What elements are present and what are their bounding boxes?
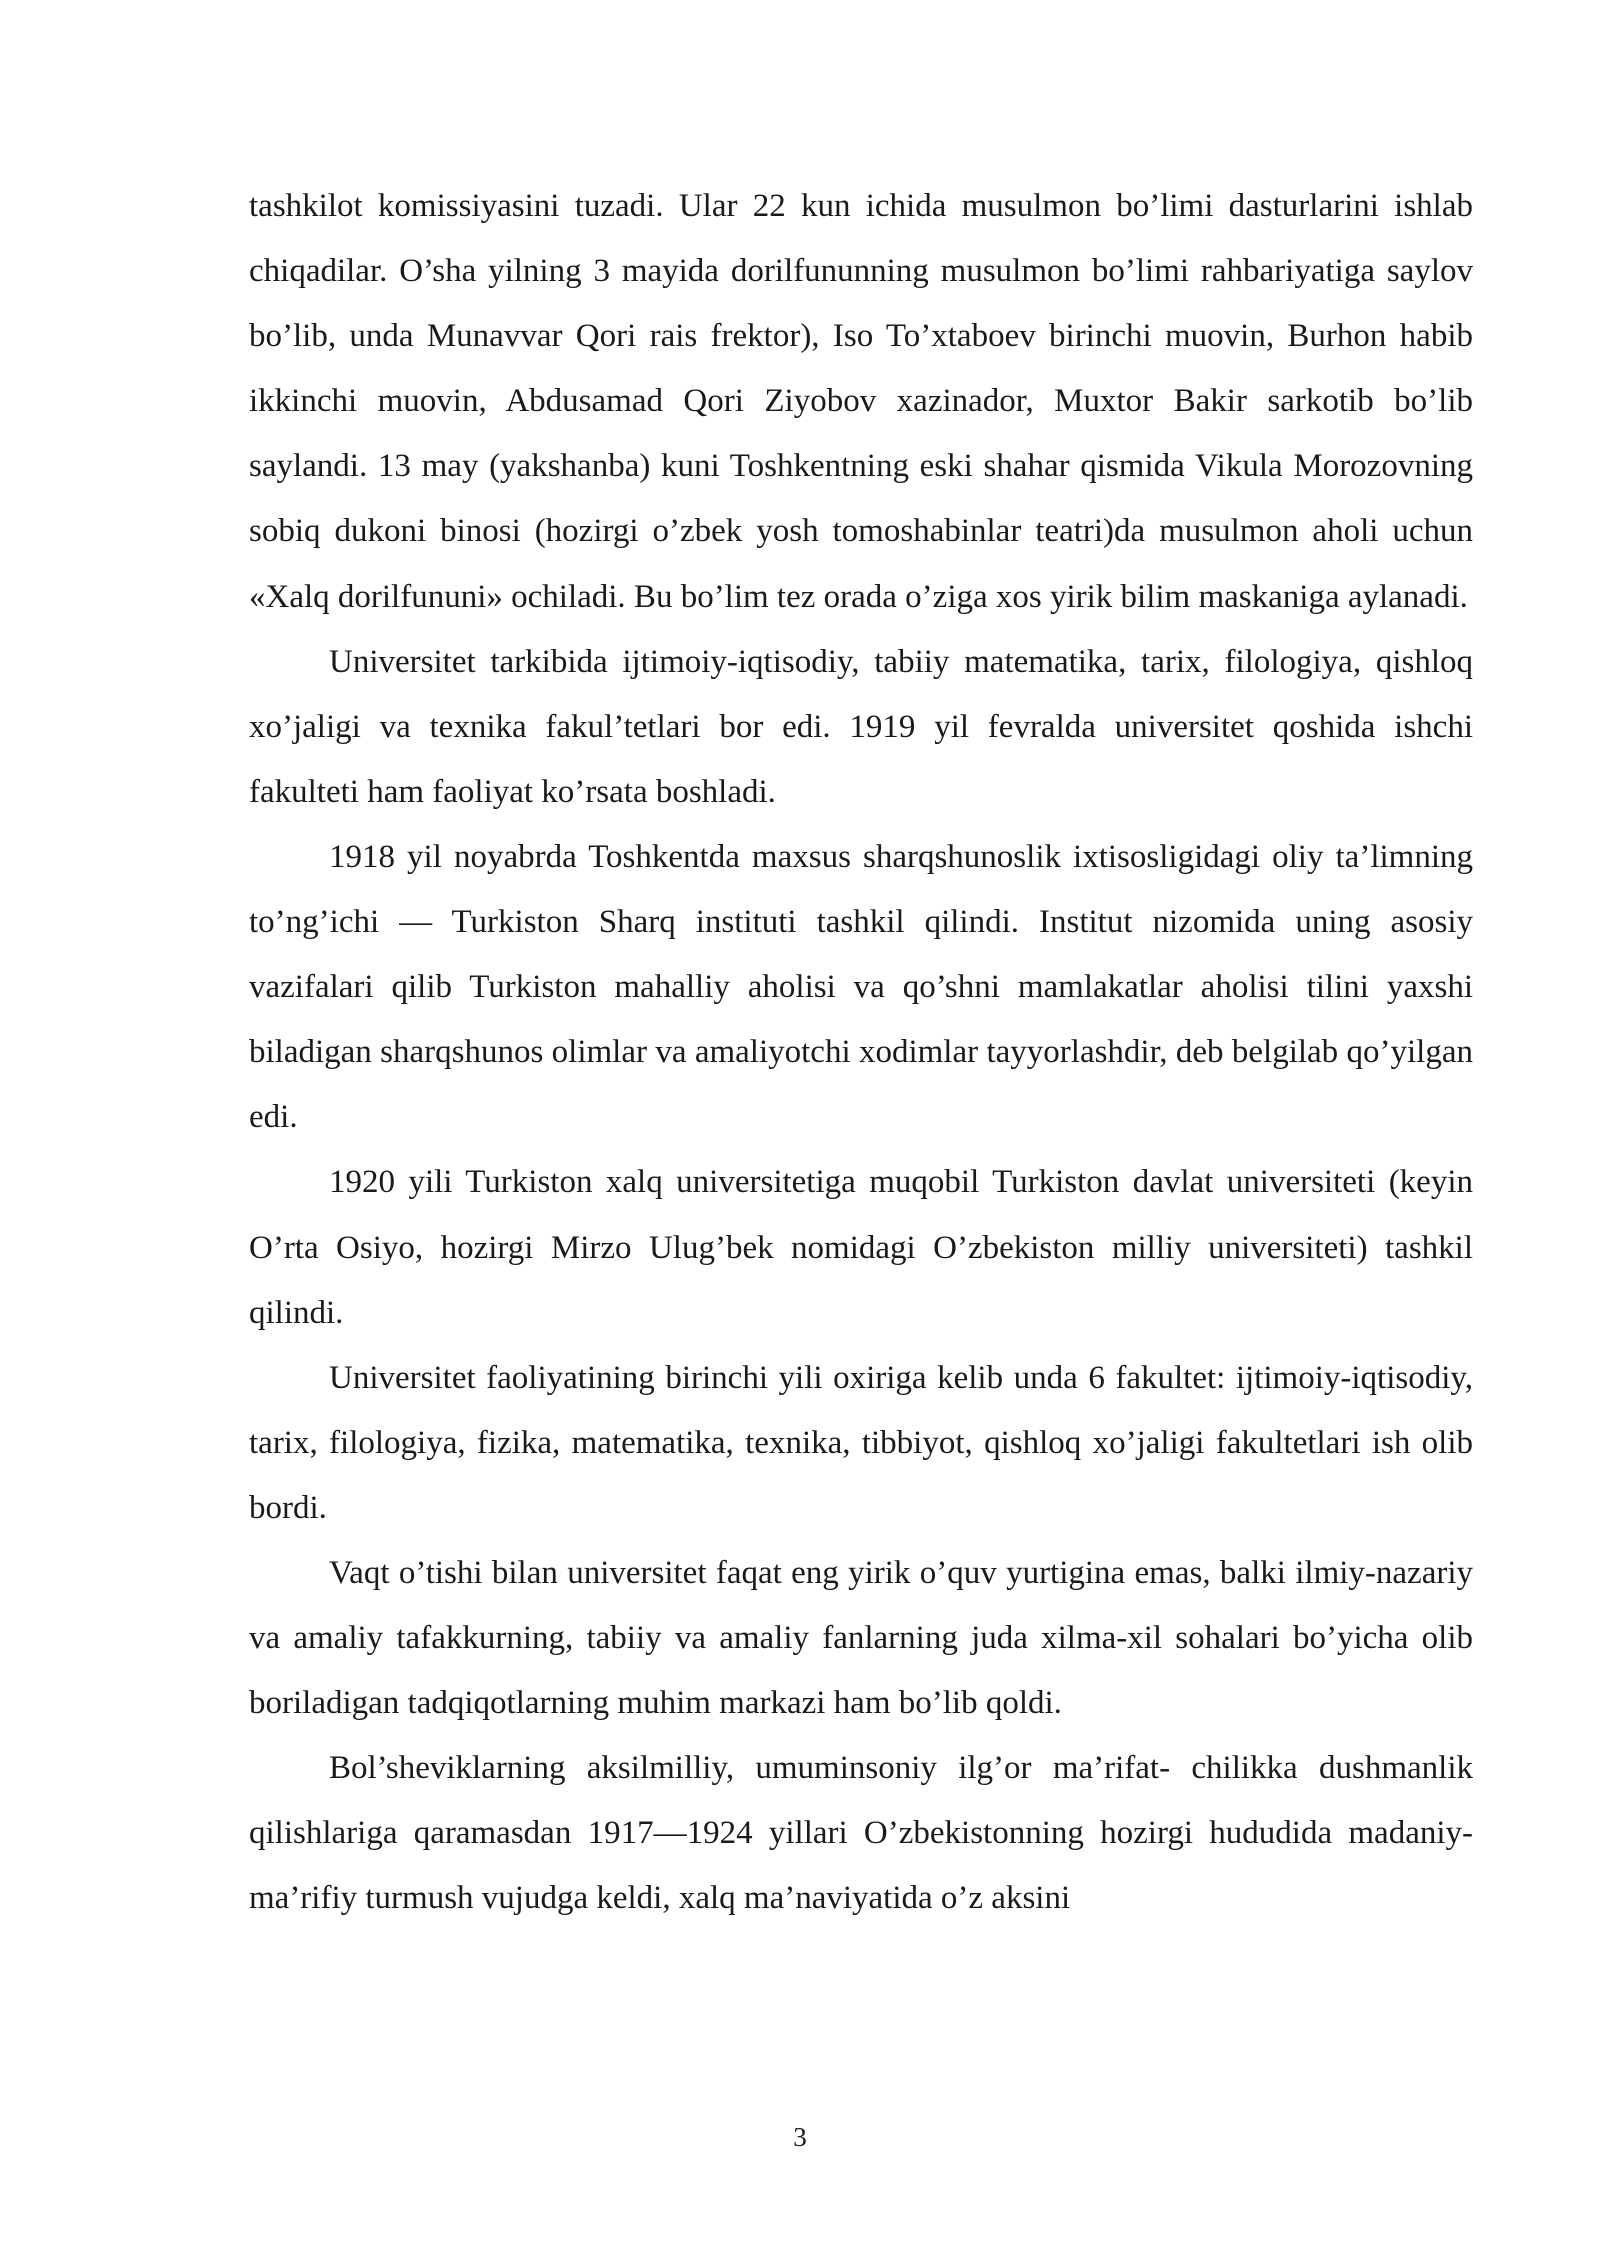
paragraph-5: Universitet faoliyatining birinchi yili oxiriga kelib unda 6 fakultet: ijtimoiy-iqtisodiy, tarix, filologiya, fizika, matematika, texnika, tibbiyot, qishloq xo’jaligi fakultetlari ish olib bordi. bbox=[249, 1359, 1473, 1526]
paragraph-4: 1920 yili Turkiston xalq universitetiga muqobil Turkiston davlat universiteti (keyin O’rta Osiyo, hozirgi Mirzo Ulug’bek nomidagi O’zbekiston milliy universiteti) tashkil qilindi. bbox=[249, 1164, 1473, 1331]
paragraph-2: Universitet tarkibida ijtimoiy-iqtisodiy, tabiiy matematika, tarix, filologiya, qishloq xo’jaligi va texnika fakul’tetlari bor edi. 1919 yil fevralda universitet qoshida ishchi fakulteti ham faoliyat ko’rsata boshladi. bbox=[249, 643, 1473, 810]
paragraph-3: 1918 yil noyabrda Toshkentda maxsus sharqshunoslik ixtisosligidagi oliy ta’limning to’ng’ichi — Turkiston Sharq instituti tashkil qilindi. Institut nizomida uning asosiy vazifalari qilib Turkiston mahalliy aholisi va qo’shni mamlakatlar aholisi tilini yaxshi biladigan sharqshunos olimlar va amaliyotchi xodimlar tayyorlashdir, deb belgilab qo’yilgan edi. bbox=[249, 838, 1473, 1136]
paragraph-1: tashkilot komissiyasini tuzadi. Ular 22 kun ichida musulmon bo’limi dasturlarini ishlab chiqadilar. O’sha yilning 3 mayida dorilfununning musulmon bo’limi rahbariyatiga saylov bo’lib, unda Munavvar Qori rais frektor), Iso To’xtaboev birinchi muovin, Burhon habib ikkinchi muovin, Abdusamad Qori Ziyobov xazinador, Muxtor Bakir sarkotib bo’lib saylandi. 13 may (yakshanba) kuni Toshkentning eski shahar qismida Vikula Morozovning sobiq dukoni binosi (hozirgi o’zbek yosh tomoshabinlar teatri)da musulmon aholi uchun «Xalq dorilfununi» ochiladi. Bu bo’lim tez orada o’ziga xos yirik bilim maskaniga aylanadi. bbox=[249, 188, 1473, 615]
page-number: 3 bbox=[793, 2122, 807, 2152]
paragraph-6: Vaqt o’tishi bilan universitet faqat eng yirik o’quv yurtigina emas, balki ilmiy-nazariy va amaliy tafakkurning, tabiiy va amaliy fanlarning juda xilma-xil sohalari bo’yicha olib boriladigan tadqiqotlarning muhim markazi ham bo’lib qoldi. bbox=[249, 1554, 1473, 1722]
paragraph-7: Bol’sheviklarning aksilmilliy, umuminsoniy ilg’or ma’rifat- chilikka dushmanlik qilishlariga qaramasdan 1917—1924 yillari O’zbekistonning hozirgi hududida madaniy-ma’rifiy turmush vujudga keldi, xalq ma’naviyatida o’z aksini bbox=[249, 1750, 1473, 1917]
document-body bbox=[249, 174, 1473, 1932]
